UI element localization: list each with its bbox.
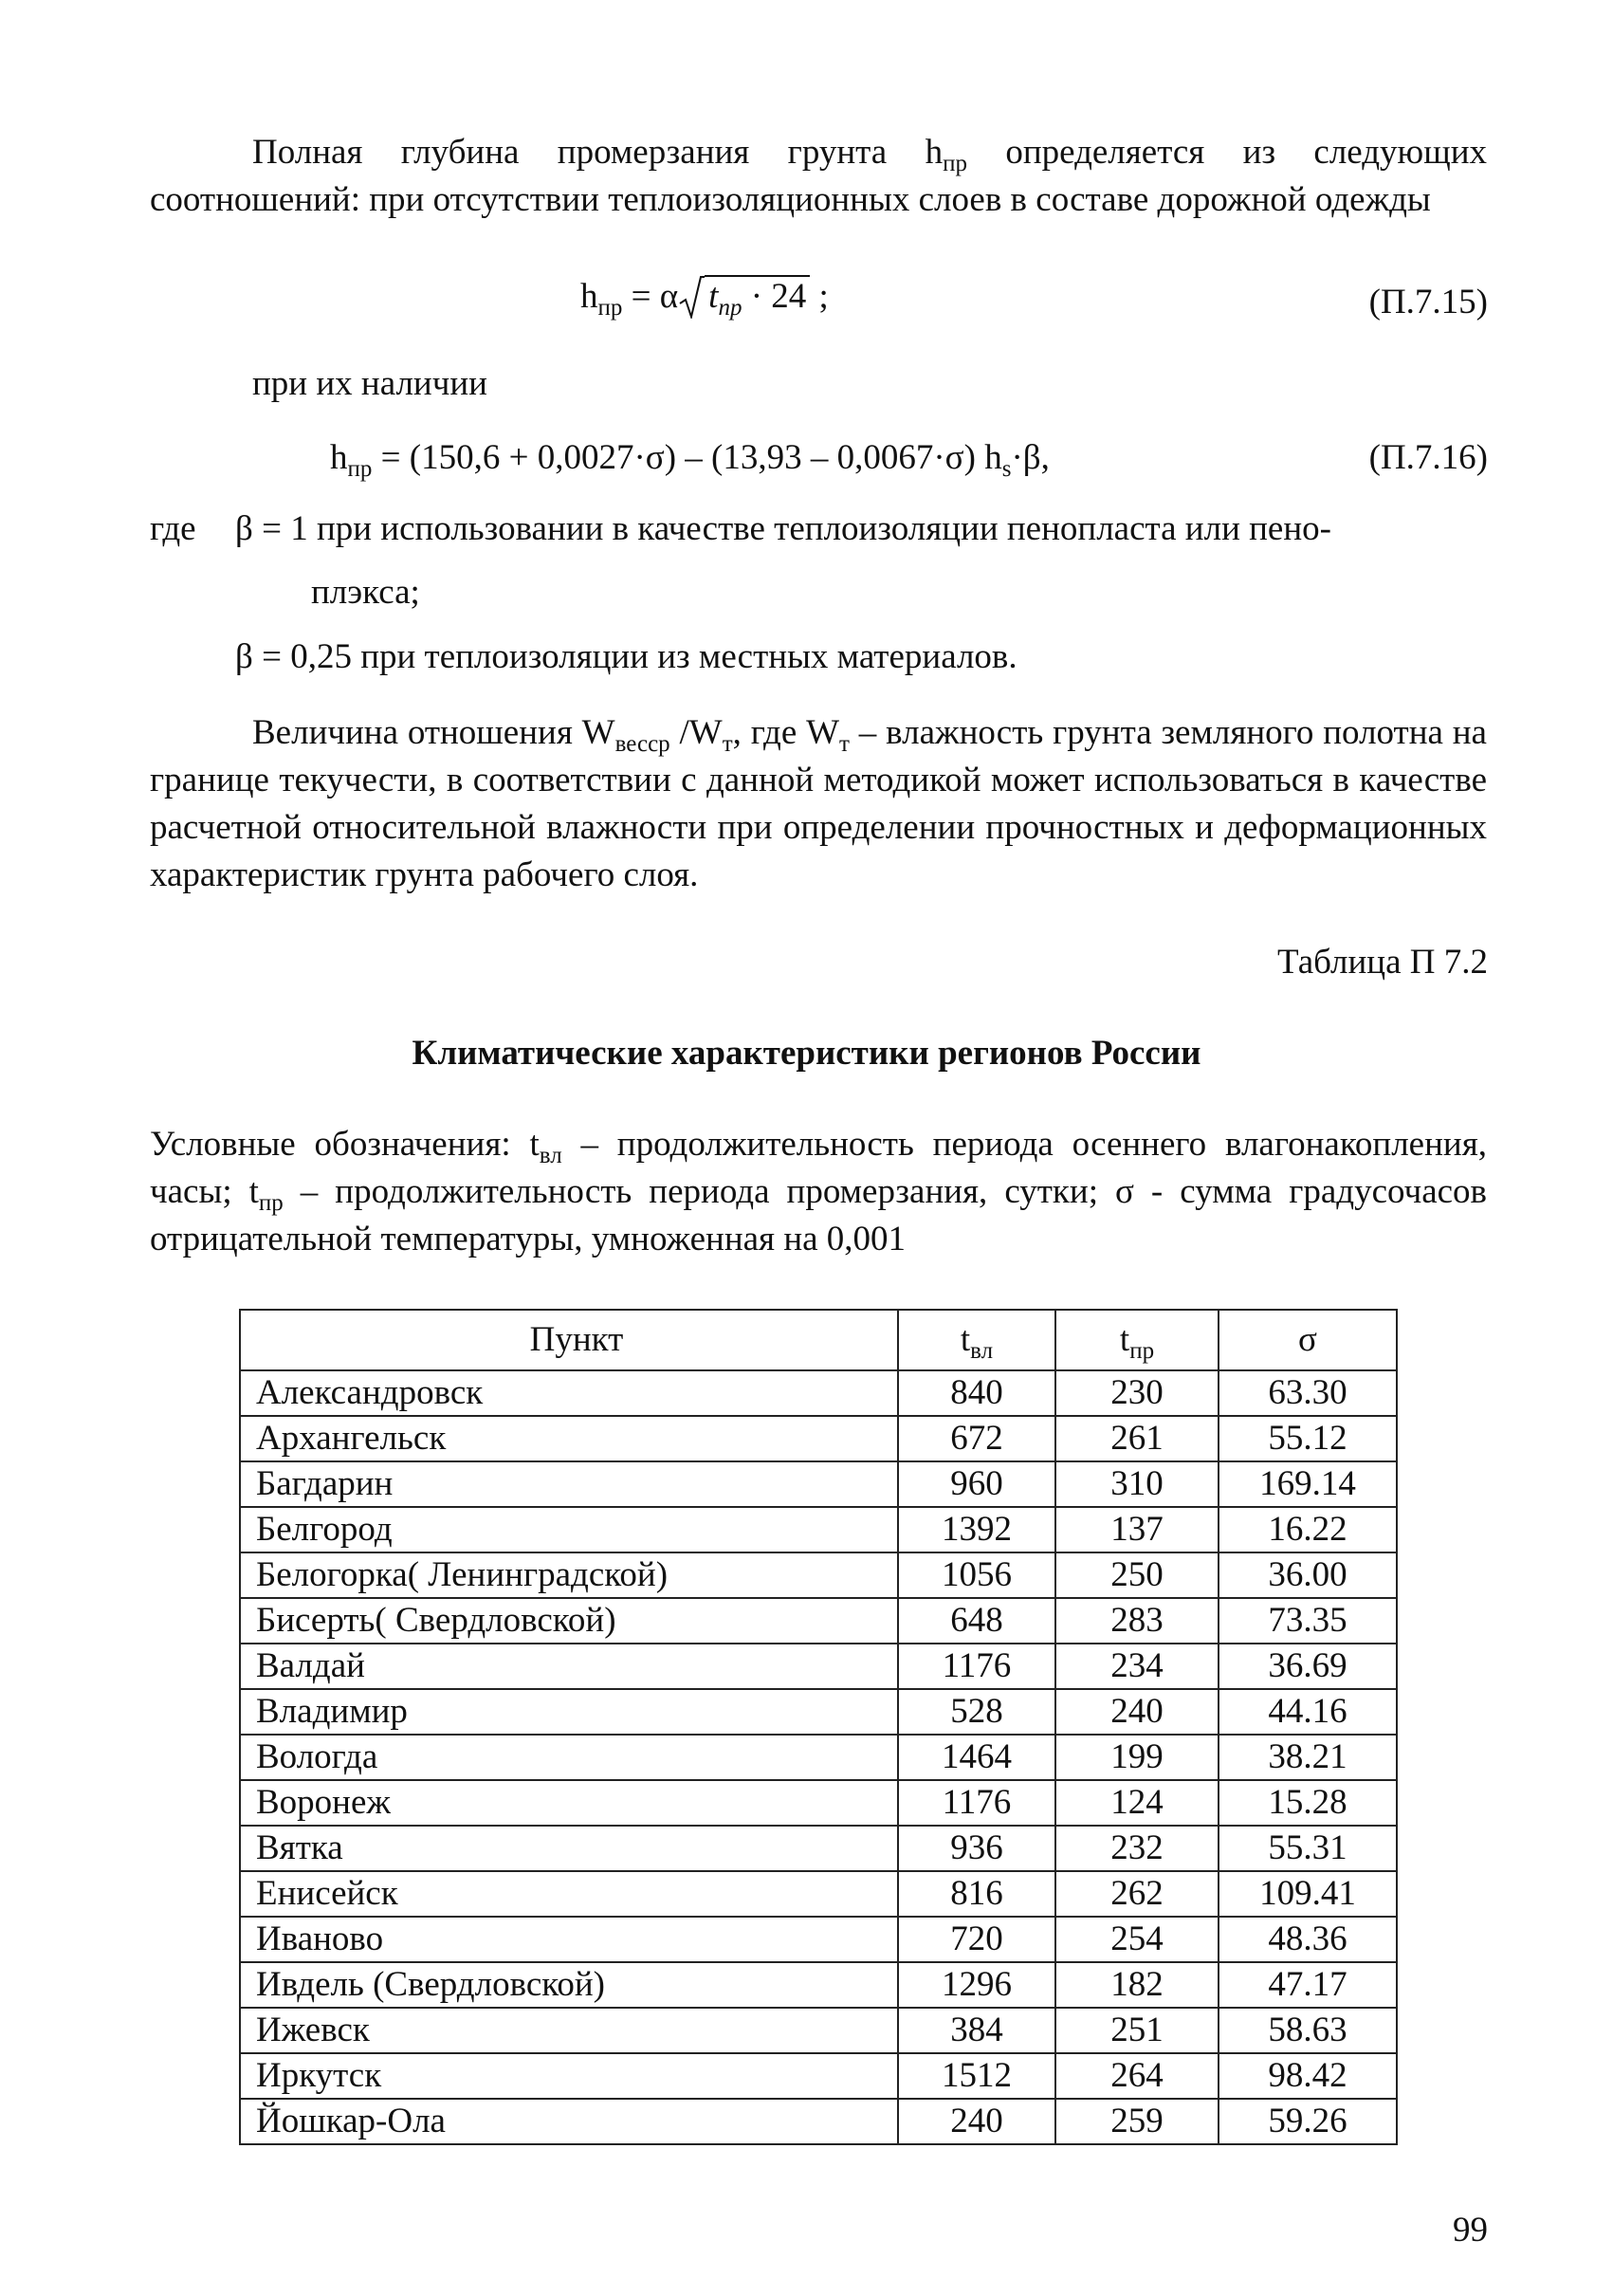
subscript: пр (1129, 1338, 1155, 1364)
cell-sigma: 48.36 (1219, 1917, 1397, 1962)
formula-tail: ·β, (1011, 438, 1050, 477)
subscript: пр (718, 295, 742, 321)
cell-t-pr: 261 (1055, 1416, 1219, 1461)
cell-t-vl: 840 (898, 1370, 1055, 1416)
cell-point: Иваново (240, 1917, 898, 1962)
table-row (240, 1461, 1397, 1507)
table-row (240, 1917, 1397, 1962)
table-row (240, 1871, 1397, 1917)
cell-t-pr: 240 (1055, 1689, 1219, 1735)
cell-t-vl: 1056 (898, 1552, 1055, 1598)
cell-t-pr: 199 (1055, 1735, 1219, 1780)
header-text: t (960, 1320, 971, 1359)
cell-t-vl: 648 (898, 1598, 1055, 1644)
table-row (240, 2008, 1397, 2053)
paragraph-text: определяется из следующих соотношений: при отсутствии теплоизоляционных слоев в составе дорожной одежды (150, 133, 1487, 219)
subscript: пр (258, 1190, 284, 1216)
cell-t-vl: 1392 (898, 1507, 1055, 1552)
cell-t-vl: 720 (898, 1917, 1055, 1962)
subscript: т (722, 731, 733, 757)
subscript: вл (970, 1338, 994, 1364)
beta-1-line1: β = 1 при использовании в качестве теплоизоляции пенопласта или пено- (235, 509, 1331, 548)
paragraph-text: Величина отношения W (252, 713, 615, 752)
table-row (240, 1370, 1397, 1416)
beta-1-line2: плэкса; (311, 573, 420, 612)
cell-point: Иркутск (240, 2053, 898, 2099)
cell-t-pr: 232 (1055, 1826, 1219, 1871)
legend-part: – продолжительность периода промерзания, сутки; σ - сумма градусочасов отрицательной температуры, умноженная на 0,001 (150, 1172, 1488, 1258)
table-row (240, 1416, 1397, 1461)
table-row (240, 1598, 1397, 1644)
cell-sigma: 38.21 (1219, 1735, 1397, 1780)
radicand-rest: · 24 (742, 277, 807, 316)
formula-p7-16 (330, 434, 1050, 482)
cell-point: Енисейск (240, 1871, 898, 1917)
subscript: пр (347, 456, 373, 482)
paragraph-moisture-ratio (150, 709, 1487, 899)
beta-2: β = 0,25 при теплоизоляции из местных материалов. (235, 637, 1017, 676)
table-row (240, 1780, 1397, 1826)
subscript: пр (943, 151, 967, 176)
cell-t-vl: 1176 (898, 1780, 1055, 1826)
subscript: т (839, 731, 850, 757)
table-row (240, 1735, 1397, 1780)
cell-sigma: 44.16 (1219, 1689, 1397, 1735)
cell-point: Александровск (240, 1370, 898, 1416)
table-row (240, 1552, 1397, 1598)
cell-sigma: 73.35 (1219, 1598, 1397, 1644)
cell-t-pr: 230 (1055, 1370, 1219, 1416)
formula-p7-15 (580, 273, 829, 321)
table-row (240, 1507, 1397, 1552)
subscript: вл (539, 1143, 562, 1168)
cell-t-vl: 240 (898, 2099, 1055, 2144)
table-label: Таблица П 7.2 (1277, 943, 1488, 982)
table-row (240, 1962, 1397, 2008)
table-row (240, 1644, 1397, 1689)
cell-point: Багдарин (240, 1461, 898, 1507)
cell-point: Архангельск (240, 1416, 898, 1461)
with-layers-text: при их наличии (252, 364, 487, 403)
cell-t-pr: 124 (1055, 1780, 1219, 1826)
cell-sigma: 15.28 (1219, 1780, 1397, 1826)
header-text: t (1119, 1320, 1130, 1359)
table-header-row (240, 1310, 1397, 1370)
cell-point: Белгород (240, 1507, 898, 1552)
cell-sigma: 169.14 (1219, 1461, 1397, 1507)
cell-sigma: 36.69 (1219, 1644, 1397, 1689)
formula-tail: ; (810, 277, 829, 316)
cell-sigma: 55.31 (1219, 1826, 1397, 1871)
table-row (240, 1826, 1397, 1871)
cell-point: Валдай (240, 1644, 898, 1689)
table-title: Климатические характеристики регионов России (412, 1034, 1201, 1073)
cell-t-vl: 1176 (898, 1644, 1055, 1689)
cell-t-pr: 259 (1055, 2099, 1219, 2144)
where-label: где (150, 509, 196, 548)
cell-t-vl: 1512 (898, 2053, 1055, 2099)
table-row (240, 1689, 1397, 1735)
cell-sigma: 16.22 (1219, 1507, 1397, 1552)
paragraph-text: , где W (732, 713, 840, 752)
formula-lhs: h (330, 438, 348, 477)
formula-eq: = α (622, 277, 679, 316)
header-point: Пункт (240, 1310, 898, 1370)
cell-point: Бисерть( Свердловской) (240, 1598, 898, 1644)
cell-point: Ивдель (Свердловской) (240, 1962, 898, 2008)
table-row (240, 2053, 1397, 2099)
paragraph-text: – влажность грунта земляного полотна на границе текучести, в соответствии с данной методикой может использоваться в качестве расчетной относительной влажности при определении прочностных и деформационных характеристик грунта рабочего слоя. (150, 713, 1487, 894)
equation-number-16: (П.7.16) (1368, 438, 1488, 477)
climate-table (239, 1309, 1398, 2145)
cell-sigma: 63.30 (1219, 1370, 1397, 1416)
cell-point: Воронеж (240, 1780, 898, 1826)
cell-t-vl: 960 (898, 1461, 1055, 1507)
cell-t-vl: 384 (898, 2008, 1055, 2053)
cell-point: Йошкар-Ола (240, 2099, 898, 2144)
cell-sigma: 47.17 (1219, 1962, 1397, 2008)
paragraph-text: /W (669, 713, 723, 752)
cell-sigma: 98.42 (1219, 2053, 1397, 2099)
cell-t-vl: 672 (898, 1416, 1055, 1461)
cell-t-pr: 264 (1055, 2053, 1219, 2099)
subscript: вессp (614, 731, 670, 757)
equation-number-15: (П.7.15) (1368, 283, 1488, 321)
subscript: пр (597, 295, 623, 321)
cell-point: Белогорка( Ленинградской) (240, 1552, 898, 1598)
cell-t-pr: 310 (1055, 1461, 1219, 1507)
cell-sigma: 59.26 (1219, 2099, 1397, 2144)
cell-t-vl: 1464 (898, 1735, 1055, 1780)
cell-point: Владимир (240, 1689, 898, 1735)
paragraph-freezing-depth (150, 129, 1487, 224)
cell-sigma: 58.63 (1219, 2008, 1397, 2053)
cell-t-vl: 936 (898, 1826, 1055, 1871)
formula-body: = (150,6 + 0,0027·σ) – (13,93 – 0,0067·σ) h (372, 438, 1002, 477)
paragraph-text: Полная глубина промерзания грунта h (252, 133, 944, 172)
cell-sigma: 36.00 (1219, 1552, 1397, 1598)
cell-t-vl: 816 (898, 1871, 1055, 1917)
cell-t-pr: 234 (1055, 1644, 1219, 1689)
cell-sigma: 109.41 (1219, 1871, 1397, 1917)
subscript: s (1001, 456, 1012, 482)
legend-text (150, 1121, 1487, 1263)
header-t-pr (1055, 1310, 1219, 1370)
cell-t-pr: 137 (1055, 1507, 1219, 1552)
sqrt-icon (678, 273, 810, 321)
cell-t-vl: 528 (898, 1689, 1055, 1735)
header-t-vl (898, 1310, 1055, 1370)
cell-t-pr: 182 (1055, 1962, 1219, 2008)
cell-point: Вологда (240, 1735, 898, 1780)
cell-point: Вятка (240, 1826, 898, 1871)
header-sigma: σ (1219, 1310, 1397, 1370)
page-number: 99 (1453, 2211, 1488, 2250)
cell-t-vl: 1296 (898, 1962, 1055, 2008)
cell-t-pr: 262 (1055, 1871, 1219, 1917)
cell-sigma: 55.12 (1219, 1416, 1397, 1461)
table-body (240, 1370, 1397, 2144)
radicand-var: t (708, 277, 719, 316)
formula-lhs: h (580, 277, 598, 316)
cell-t-pr: 283 (1055, 1598, 1219, 1644)
cell-t-pr: 254 (1055, 1917, 1219, 1962)
cell-t-pr: 251 (1055, 2008, 1219, 2053)
cell-point: Ижевск (240, 2008, 898, 2053)
table-row (240, 2099, 1397, 2144)
legend-part: – продолжительность периода осеннего влагонакопления, часы; t (150, 1125, 1487, 1211)
cell-t-pr: 250 (1055, 1552, 1219, 1598)
legend-part: Условные обозначения: t (150, 1125, 540, 1164)
